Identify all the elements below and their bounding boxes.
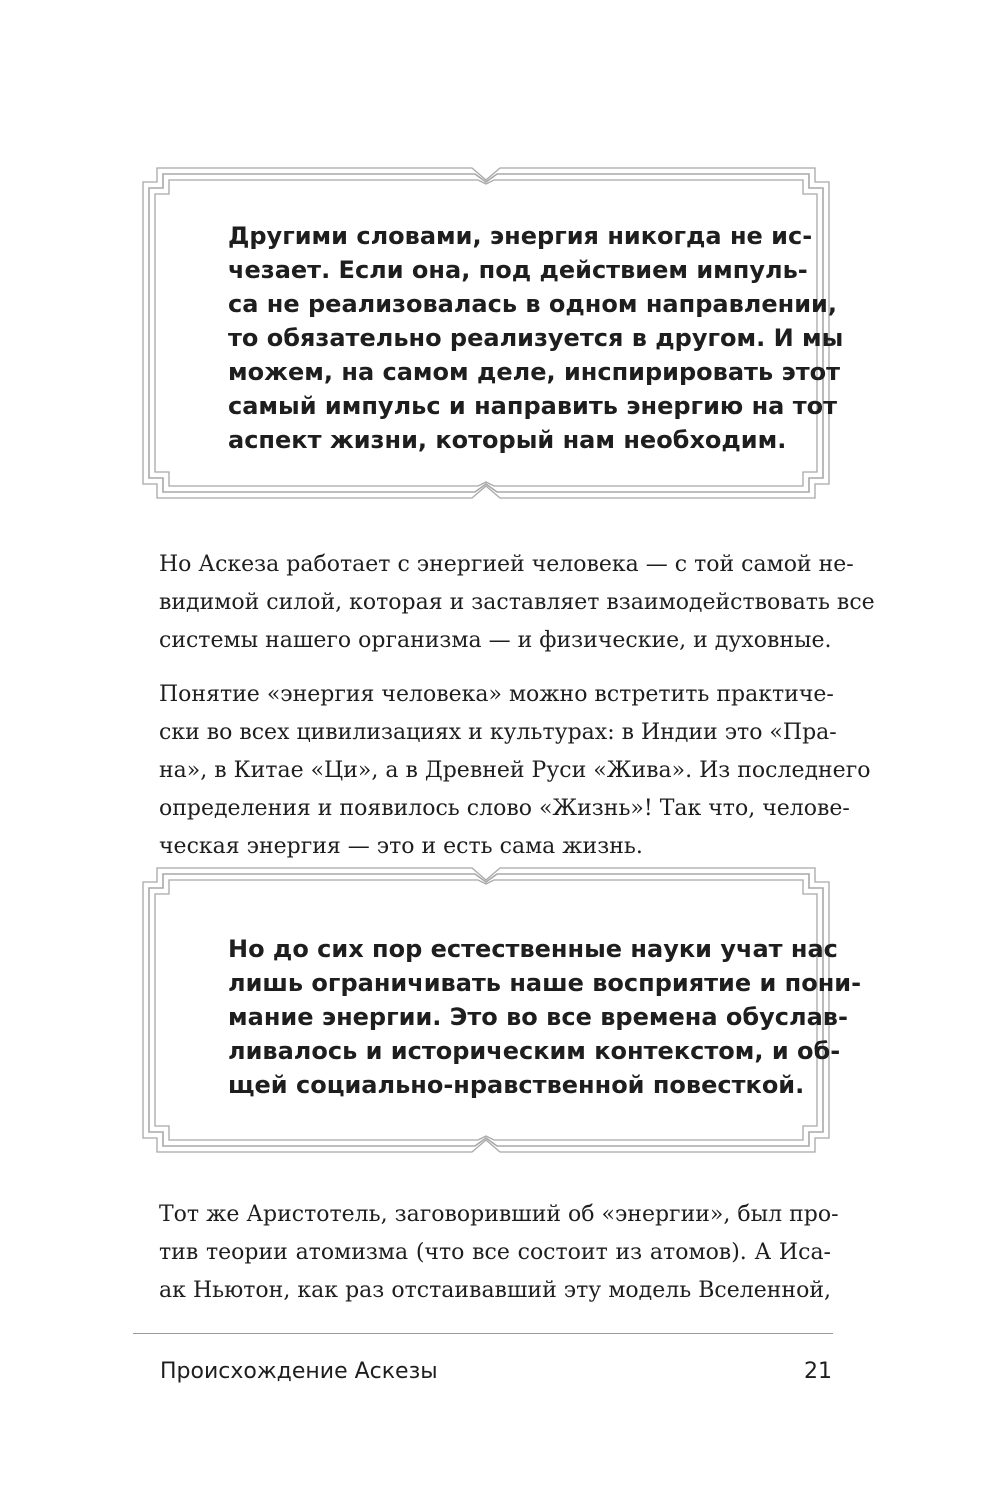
- callout-line: мание энергии. Это во все времена обуслав-: [228, 1003, 848, 1031]
- callout-line: то обязательно реализуется в другом. И мы: [228, 324, 844, 352]
- callout-line: ливалось и историческим контекстом, и об-: [228, 1037, 841, 1065]
- callout-line: Но до сих пор естественные науки учат нас: [228, 935, 838, 963]
- paragraph-line: видимой силой, которая и заставляет взаимодействовать все: [159, 590, 875, 615]
- callout-line: аспект жизни, который нам необходим.: [228, 426, 787, 454]
- callout-line: можем, на самом деле, инспирировать этот: [228, 358, 841, 386]
- page-number: 21: [804, 1359, 832, 1384]
- callout-line: чезает. Если она, под действием импуль-: [228, 256, 808, 284]
- callout-line: Другими словами, энергия никогда не ис-: [228, 222, 813, 250]
- paragraph-line: Тот же Аристотель, заговоривший об «энергии», был про-: [159, 1202, 839, 1227]
- paragraph-line: ски во всех цивилизациях и культурах: в Индии это «Пра-: [159, 720, 837, 745]
- paragraph-line: на», в Китае «Ци», а в Древней Руси «Жива». Из последнего: [159, 758, 871, 783]
- callout-line: лишь ограничивать наше восприятие и пони-: [228, 969, 862, 997]
- paragraph-line: Но Аскеза работает с энергией человека — с той самой не-: [159, 552, 854, 577]
- paragraph-line: ческая энергия — это и есть сама жизнь.: [159, 834, 643, 859]
- paragraph-line: определения и появилось слово «Жизнь»! Так что, челове-: [159, 796, 850, 821]
- callout-line: самый импульс и направить энергию на тот: [228, 392, 838, 420]
- paragraph-line: тив теории атомизма (что все состоит из атомов). А Иса-: [159, 1240, 831, 1265]
- paragraph-line: ак Ньютон, как раз отстаивавший эту модель Вселенной,: [159, 1278, 831, 1303]
- paragraph-line: Понятие «энергия человека» можно встретить практиче-: [159, 682, 834, 707]
- footer-divider: [133, 1333, 833, 1334]
- callout-line: щей социально-нравственной повесткой.: [228, 1071, 805, 1099]
- running-footer-title: Происхождение Аскезы: [160, 1359, 438, 1384]
- callout-line: са не реализовалась в одном направлении,: [228, 290, 837, 318]
- paragraph-line: системы нашего организма — и физические, и духовные.: [159, 628, 832, 653]
